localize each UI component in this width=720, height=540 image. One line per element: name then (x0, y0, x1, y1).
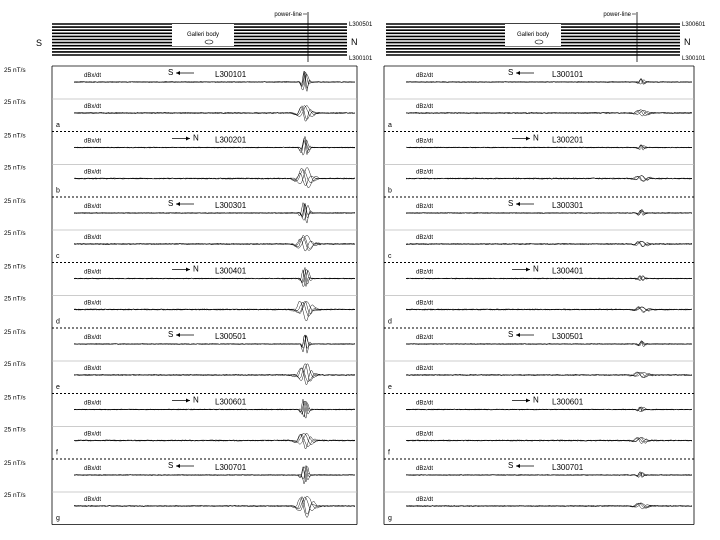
trace-channel-2 (74, 302, 355, 314)
channel-label-1: dBz/dt (416, 466, 434, 472)
direction-label: S (508, 68, 514, 77)
line-id-label: L300701 (552, 463, 584, 472)
trace-channel-2 (74, 431, 355, 448)
header-left (36, 12, 373, 62)
trace-channel-2 (74, 236, 355, 249)
scale-label-bottom: 25 nT/s (4, 99, 26, 106)
line-id-label: L300601 (552, 397, 584, 407)
trace-channel-1 (406, 276, 692, 281)
scale-label-top: 25 nT/s (4, 67, 26, 74)
direction-label: S (508, 461, 514, 470)
channel-label-1: dBx/dt (84, 466, 102, 472)
body-label: Galleri body (516, 32, 550, 38)
channel-label-2: dBx/dt (84, 300, 102, 307)
channel-label-2: dBz/dt (416, 235, 434, 241)
channel-label-1: dBx/dt (84, 73, 102, 79)
channel-label-1: dBz/dt (416, 204, 434, 210)
scale-label-top: 25 nT/s (4, 263, 26, 271)
scale-label-bottom: 25 nT/s (4, 426, 26, 434)
panel-letter: f (56, 449, 58, 457)
channel-label-1: dBz/dt (416, 138, 434, 145)
channel-label-1: dBz/dt (416, 269, 434, 276)
top-line-label: L300601 (682, 22, 706, 28)
channel-label-2: dBx/dt (84, 169, 102, 176)
scale-label-top: 25 nT/s (4, 198, 26, 205)
direction-label: S (168, 461, 174, 470)
power-line-label: power-line (274, 12, 302, 18)
scale-label-top: 25 nT/s (4, 329, 26, 336)
line-id-label: L300501 (215, 332, 247, 341)
north-label: N (684, 37, 691, 47)
channel-label-2: dBz/dt (416, 300, 434, 307)
power-line-label: power-line (603, 12, 631, 18)
line-id-label: L300101 (215, 70, 247, 79)
top-line-label: L300501 (349, 22, 373, 28)
bottom-line-label: L300101 (349, 56, 373, 62)
scale-label-top: 25 nT/s (4, 460, 26, 467)
trace-channel-2 (74, 433, 355, 444)
direction-label: S (508, 199, 514, 208)
direction-label: N (533, 395, 539, 405)
line-id-label: L300401 (215, 266, 247, 276)
trace-channel-1 (406, 407, 692, 411)
line-id-label: L300601 (215, 397, 247, 407)
line-id-label: L300101 (552, 70, 584, 79)
scale-label-bottom: 25 nT/s (4, 295, 26, 303)
scale-label-bottom: 25 nT/s (4, 492, 26, 499)
trace-channel-2 (74, 301, 355, 313)
trace-channel-2 (74, 497, 355, 511)
trace-channel-2 (74, 431, 355, 447)
panel-letter: b (56, 187, 60, 195)
panel-letter: e (388, 384, 392, 391)
line-id-label: L300201 (215, 135, 247, 145)
galleri-body-shape (535, 40, 543, 44)
direction-arrowhead (176, 333, 180, 337)
panel-letter: d (388, 318, 392, 326)
trace-channel-2 (74, 431, 355, 445)
direction-label: S (168, 330, 174, 339)
body-label: Galleri body (186, 32, 220, 38)
trace-channel-2 (74, 498, 355, 518)
trace-channel-1 (406, 341, 692, 345)
direction-arrowhead (516, 202, 520, 206)
channel-label-2: dBx/dt (84, 431, 102, 438)
channel-label-2: dBz/dt (416, 431, 434, 438)
trace-channel-1 (406, 209, 692, 214)
trace-channel-1 (406, 472, 692, 476)
channel-label-1: dBx/dt (84, 400, 102, 407)
channel-label-2: dBz/dt (416, 169, 434, 176)
direction-arrowhead (176, 464, 180, 468)
channel-label-1: dBx/dt (84, 138, 102, 145)
trace-channel-1 (406, 473, 692, 478)
panel-letter: f (388, 449, 390, 457)
channel-label-1: dBx/dt (84, 269, 102, 276)
line-id-label: L300701 (215, 463, 247, 472)
scale-label-bottom: 25 nT/s (4, 361, 26, 368)
panel-letter: a (388, 122, 392, 129)
channel-label-1: dBx/dt (84, 335, 102, 341)
direction-arrowhead (526, 268, 530, 272)
line-id-label: L300401 (552, 266, 584, 276)
panel-letter: b (388, 187, 392, 195)
panel-letter: d (56, 318, 60, 326)
panel-letter: g (56, 515, 60, 522)
direction-arrowhead (186, 268, 190, 272)
panel-letter: c (388, 253, 392, 260)
trace-channel-2 (74, 239, 355, 251)
galleri-body-shape (205, 40, 213, 44)
direction-label: N (533, 264, 539, 274)
line-id-label: L300501 (552, 332, 584, 341)
trace-channel-1 (406, 472, 692, 477)
channel-label-1: dBz/dt (416, 400, 434, 407)
panel-letter: a (56, 122, 60, 129)
trace-channel-1 (406, 341, 692, 346)
line-id-label: L300301 (552, 201, 584, 210)
south-label: S (36, 38, 43, 48)
scale-label-bottom: 25 nT/s (4, 164, 26, 172)
channel-label-1: dBx/dt (84, 204, 102, 210)
direction-label: S (168, 68, 174, 77)
direction-arrowhead (526, 399, 530, 403)
direction-arrowhead (516, 71, 520, 75)
header-right (386, 12, 706, 62)
channel-label-2: dBz/dt (416, 497, 434, 503)
direction-arrowhead (176, 71, 180, 75)
scale-label-bottom: 25 nT/s (4, 230, 26, 237)
panel-letter: g (388, 515, 392, 522)
trace-channel-2 (74, 170, 355, 183)
channel-label-1: dBz/dt (416, 73, 434, 79)
direction-label: N (193, 395, 199, 405)
line-id-label: L300301 (215, 201, 247, 210)
bottom-line-label: L300101 (682, 56, 706, 62)
direction-label: N (533, 133, 539, 143)
trace-channel-1 (406, 210, 692, 215)
line-id-label: L300201 (552, 135, 584, 145)
scale-label-top: 25 nT/s (4, 394, 26, 402)
direction-arrowhead (526, 137, 530, 141)
channel-label-1: dBz/dt (416, 335, 434, 341)
north-label: N (351, 37, 358, 47)
trace-channel-2 (74, 496, 355, 510)
panels-right (384, 66, 694, 525)
panel-letter: c (56, 253, 60, 260)
scale-label-top: 25 nT/s (4, 132, 26, 140)
panel-letter: e (56, 384, 60, 391)
trace-channel-1 (406, 78, 692, 84)
channel-label-2: dBz/dt (416, 366, 434, 372)
trace-channel-1 (406, 276, 692, 281)
direction-arrowhead (176, 202, 180, 206)
trace-channel-2 (74, 167, 355, 183)
direction-arrowhead (516, 333, 520, 337)
direction-arrowhead (516, 464, 520, 468)
channel-label-2: dBz/dt (416, 104, 434, 110)
direction-arrowhead (186, 137, 190, 141)
direction-label: S (168, 199, 174, 208)
direction-label: N (193, 133, 199, 143)
direction-label: S (508, 330, 514, 339)
channel-label-2: dBx/dt (84, 235, 102, 241)
direction-label: N (193, 264, 199, 274)
direction-arrowhead (186, 399, 190, 403)
channel-label-2: dBx/dt (84, 366, 102, 372)
trace-channel-2 (406, 242, 692, 246)
channel-label-2: dBx/dt (84, 497, 102, 503)
channel-label-2: dBx/dt (84, 104, 102, 110)
panels-left (4, 66, 357, 525)
